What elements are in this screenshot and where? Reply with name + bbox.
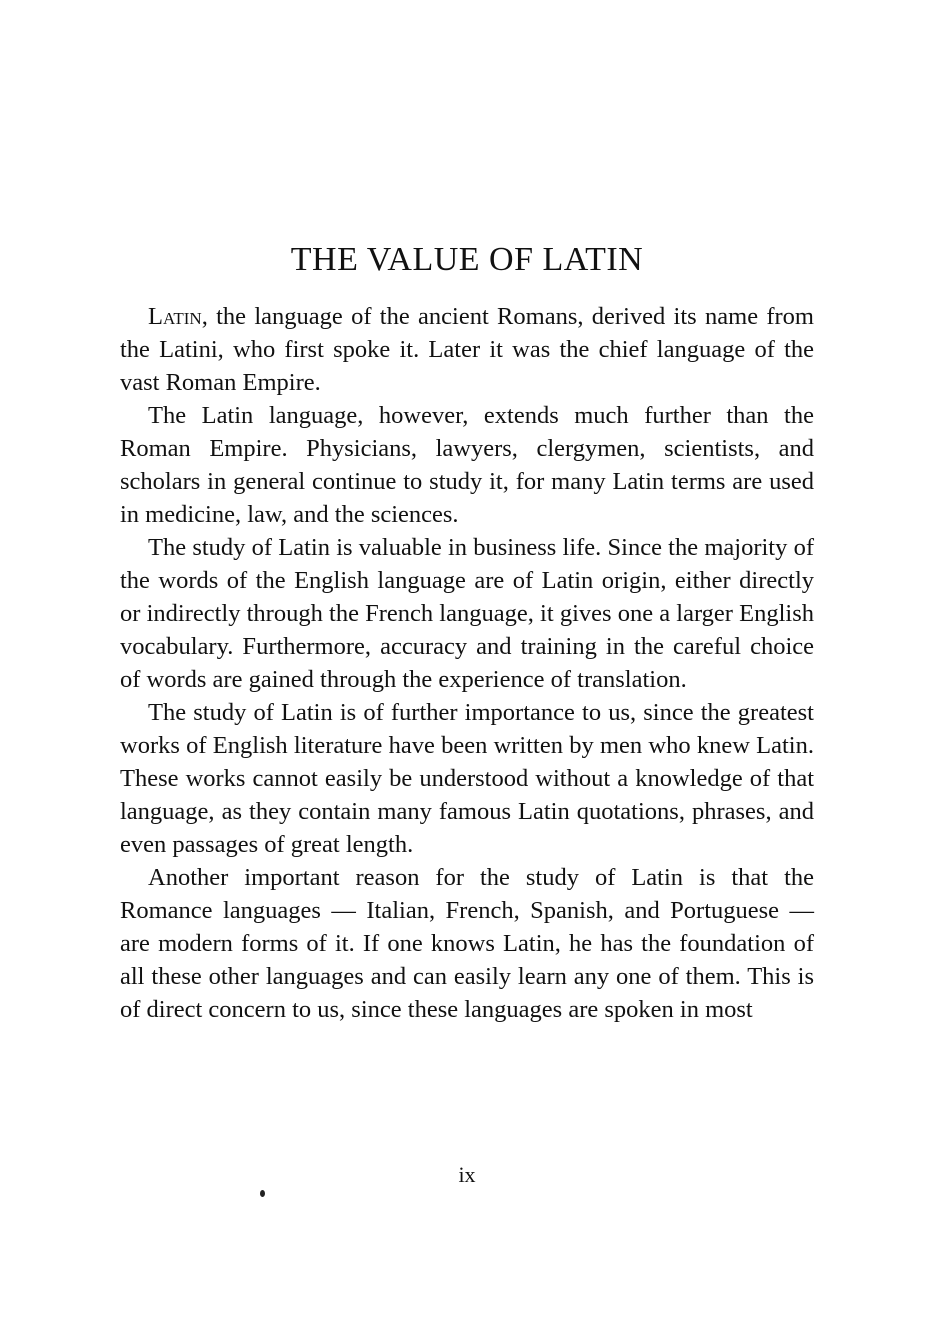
page-number: ix <box>458 1162 476 1187</box>
paragraph-5: Another important reason for the study of Latin is that the Romance languages — Italian, French, Spanish, and Portuguese — are modern forms of it. If one knows Latin, he has the foundation of all these other languages and can easily learn any one of them. This is of direct concern to us, since these languages are spoken in most <box>120 864 814 1023</box>
ink-speck <box>260 1190 265 1197</box>
lead-word: Latin <box>148 303 202 330</box>
paragraph-text: , the language of the ancient Romans, derived its name from the Latini, who first spoke it. Later it was the chief language of the vast Roman Empire. <box>120 303 814 396</box>
body-text <box>120 300 814 1026</box>
paragraph-2: The Latin language, however, extends much further than the Roman Empire. Physicians, lawyers, clergymen, scientists, and scholars in general continue to study it, for many Latin terms are used in medicine, law, and the sciences. <box>120 402 814 528</box>
paragraph-4: The study of Latin is of further importance to us, since the greatest works of English literature have been written by men who knew Latin. These works cannot easily be understood without a knowledge of that language, as they contain many famous Latin quotations, phrases, and even passages of great length. <box>120 699 814 858</box>
paragraph-3: The study of Latin is valuable in business life. Since the majority of the words of the English language are of Latin origin, either directly or indirectly through the French language, it gives one a larger English vocabulary. Furthermore, accuracy and training in the careful choice of words are gained through the experience of translation. <box>120 534 814 693</box>
paragraph-1 <box>120 300 814 399</box>
page-title: THE VALUE OF LATIN <box>290 241 644 278</box>
